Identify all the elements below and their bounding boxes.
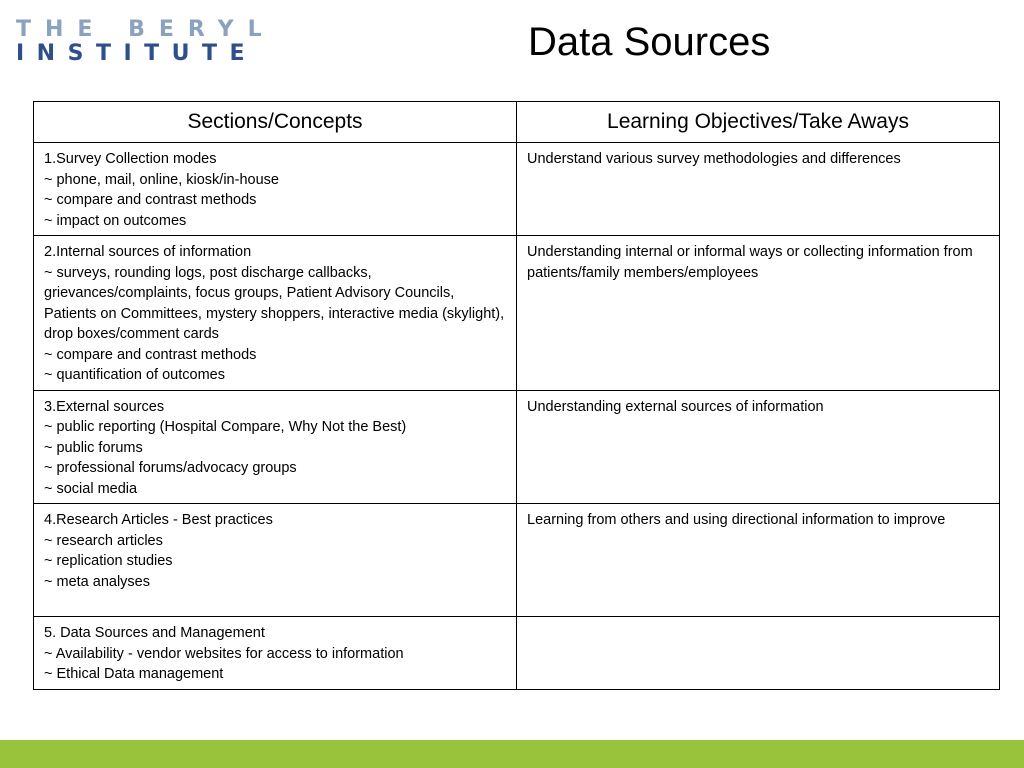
section-item: ~ public forums [44, 439, 143, 456]
section-item: ~ Availability - vendor websites for access to information [44, 645, 404, 662]
section-item: ~ compare and contrast methods [44, 192, 257, 208]
section-item: ~ public reporting (Hospital Compare, Why Not the Best) [44, 419, 407, 435]
objective-cell [517, 617, 1000, 690]
section-title: 5. Data Sources and Management [44, 625, 265, 641]
objective-cell [517, 236, 1000, 391]
table-row [34, 143, 1000, 236]
section-item: ~ replication studies [44, 553, 173, 569]
objective-text: Understanding external sources of information [527, 398, 824, 415]
objective-cell [517, 143, 1000, 236]
section-item: ~ social media [44, 480, 138, 497]
section-title: 2.Internal sources of information [44, 244, 252, 260]
header-sections-concepts: Sections/Concepts [34, 102, 517, 143]
objective-cell [517, 390, 1000, 504]
logo-line-institute: INSTITUTE [16, 41, 258, 66]
section-item: ~ professional forums/advocacy groups [44, 460, 297, 476]
section-item: ~ impact on outcomes [44, 212, 187, 229]
table-row [34, 617, 1000, 690]
section-cell [34, 390, 517, 504]
table-row [34, 504, 1000, 617]
section-item: ~ surveys, rounding logs, post discharge callbacks, grievances/complaints, focus groups, Patient Advisory Councils, Patients on Committees, mystery shoppers, interactive media (skylight), drop boxes/comment cards [44, 264, 505, 342]
logo-line-the-beryl: THE BERYL [16, 17, 276, 42]
section-item: ~ research articles [44, 532, 163, 549]
section-item: ~ meta analyses [44, 573, 150, 590]
objective-text: Learning from others and using directional information to improve [527, 512, 946, 528]
section-item: ~ phone, mail, online, kiosk/in-house [44, 171, 279, 188]
table-header-row [34, 102, 1000, 143]
beryl-institute-logo [16, 17, 276, 66]
section-title: 3.External sources [44, 398, 165, 415]
section-title: 1.Survey Collection modes [44, 151, 217, 167]
section-cell [34, 504, 517, 617]
section-item: ~ Ethical Data management [44, 666, 224, 682]
section-cell [34, 143, 517, 236]
slide-title: Data Sources [528, 20, 771, 64]
objective-text: Understand various survey methodologies and differences [527, 151, 901, 167]
data-sources-table [33, 101, 1000, 690]
objective-text: Understanding internal or informal ways or collecting information from patients/family members/employees [527, 244, 973, 281]
table-row [34, 390, 1000, 504]
footer-bar [0, 740, 1024, 768]
section-item: ~ quantification of outcomes [44, 367, 225, 383]
objective-cell [517, 504, 1000, 617]
table-row [34, 236, 1000, 391]
section-cell [34, 236, 517, 391]
section-cell [34, 617, 517, 690]
header-learning-objectives: Learning Objectives/Take Aways [517, 102, 1000, 143]
section-title: 4.Research Articles - Best practices [44, 512, 273, 528]
section-item: ~ compare and contrast methods [44, 346, 257, 363]
